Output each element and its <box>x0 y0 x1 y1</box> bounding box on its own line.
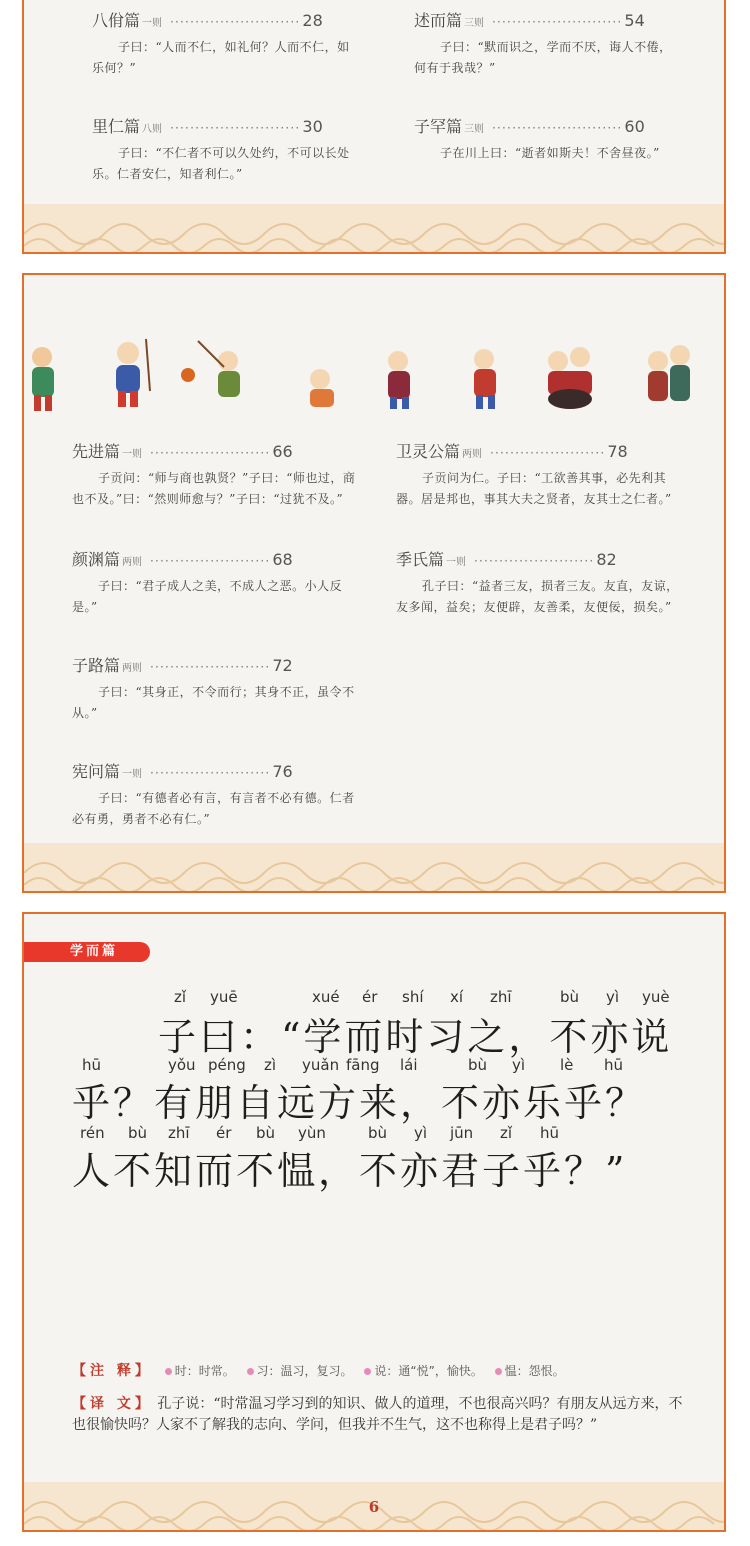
entry-page: 60 <box>624 117 645 136</box>
entry-count: 一则 <box>446 557 467 568</box>
leader-dots: ·························· <box>170 121 301 135</box>
annotation-item: 说：通“悦”，愉快。 <box>374 1364 483 1378</box>
pinyin-syllable: ér <box>216 1124 232 1142</box>
entry-quote: 子曰：“人而不仁，如礼何？人而不仁，如乐何？” <box>92 40 350 75</box>
pinyin-syllable: yǒu <box>168 1056 196 1074</box>
children-illustration <box>28 331 724 421</box>
pinyin-syllable: zì <box>264 1056 277 1074</box>
entry-quote: 子曰：“其身正，不令而行；其身不正，虽令不从。” <box>72 685 355 720</box>
bullet-icon <box>364 1368 371 1375</box>
pinyin-syllable: hū <box>604 1056 624 1074</box>
pinyin-syllable: zǐ <box>500 1124 513 1142</box>
pinyin-syllable: yuē <box>210 988 238 1006</box>
entry-quote: 孔子曰：“益者三友，损者三友。友直，友谅，友多闻，益矣；友便辟，友善柔，友便佞，损矣。” <box>396 579 679 614</box>
translation-block <box>72 1394 692 1436</box>
chapter-tag: 学而篇 <box>24 942 150 962</box>
toc-entry[interactable] <box>72 653 362 724</box>
leader-dots: ·························· <box>170 15 301 29</box>
leader-dots: ························ <box>474 554 595 568</box>
bullet-icon <box>247 1368 254 1375</box>
annotation-label: 【注 释】 <box>72 1363 153 1379</box>
pinyin-syllable: yuǎn <box>302 1056 340 1074</box>
pinyin-syllable: ér <box>362 988 378 1006</box>
entry-count: 两则 <box>462 449 483 460</box>
translation-label: 【译 文】 <box>72 1396 153 1412</box>
entry-title: 先进篇 <box>72 442 121 461</box>
pinyin-syllable: shí <box>402 988 424 1006</box>
entry-title: 述而篇 <box>414 11 463 30</box>
entry-quote: 子曰：“默而识之，学而不厌，诲人不倦，何有于我哉？” <box>414 40 672 75</box>
toc-entry[interactable] <box>92 114 362 185</box>
entry-page: 54 <box>624 11 645 30</box>
annotation-item: 时：时常。 <box>174 1364 235 1378</box>
toc-entry[interactable] <box>414 114 684 164</box>
decorative-cloud-border <box>24 204 724 252</box>
entry-title: 子罕篇 <box>414 117 463 136</box>
entry-page: 78 <box>607 442 628 461</box>
pinyin-syllable: zhī <box>168 1124 190 1142</box>
pinyin-syllable: yùn <box>298 1124 326 1142</box>
pinyin-syllable: zǐ <box>174 988 187 1006</box>
toc-entry[interactable] <box>72 759 362 830</box>
leader-dots: ························ <box>150 766 271 780</box>
pinyin-syllable: xué <box>312 988 340 1006</box>
entry-title: 季氏篇 <box>396 550 445 569</box>
entry-title: 八佾篇 <box>92 11 141 30</box>
hanzi-line-3: 人不知而不愠，不亦君子乎？” <box>72 1149 628 1193</box>
entry-page: 68 <box>272 550 293 569</box>
annotation-item: 习：温习，复习。 <box>256 1364 353 1378</box>
toc-entry[interactable] <box>414 8 684 79</box>
entry-count: 八则 <box>142 124 163 135</box>
entry-count: 三则 <box>464 124 485 135</box>
toc-entry[interactable] <box>396 439 686 510</box>
pinyin-syllable: bù <box>468 1056 488 1074</box>
entry-title: 里仁篇 <box>92 117 141 136</box>
pinyin-syllable: rén <box>80 1124 105 1142</box>
leader-dots: ························ <box>150 446 271 460</box>
pinyin-syllable: bù <box>560 988 580 1006</box>
toc-entry[interactable] <box>396 547 686 618</box>
pinyin-syllable: yì <box>606 988 620 1006</box>
toc-page-middle <box>22 273 726 893</box>
annotation-item: 愠：怨恨。 <box>504 1364 565 1378</box>
child-figure-icon <box>32 347 54 411</box>
entry-quote: 子贡问：“师与商也孰贤？”子曰：“师也过，商也不及。”曰：“然则师愈与？”子曰：“过犹不及。” <box>72 471 356 506</box>
pinyin-line-1 <box>24 988 724 1008</box>
bullet-icon <box>165 1368 172 1375</box>
entry-count: 两则 <box>122 557 143 568</box>
entry-count: 一则 <box>122 449 143 460</box>
pinyin-syllable: zhī <box>490 988 512 1006</box>
pinyin-syllable: bù <box>256 1124 276 1142</box>
page-number: 6 <box>368 1498 380 1516</box>
entry-count: 三则 <box>464 18 485 29</box>
entry-page: 28 <box>302 11 323 30</box>
lesson-page <box>22 912 726 1532</box>
hanzi-line-2: 乎？有朋自远方来，不亦乐乎？ <box>72 1081 647 1125</box>
pinyin-syllable: yì <box>512 1056 526 1074</box>
entry-quote: 子曰：“不仁者不可以久处约，不可以长处乐。仁者安仁，知者利仁。” <box>92 146 350 181</box>
entry-page: 66 <box>272 442 293 461</box>
pinyin-syllable: bù <box>128 1124 148 1142</box>
bullet-icon <box>495 1368 502 1375</box>
translation-text: 孔子说：“时常温习学习到的知识、做人的道理，不也很高兴吗？有朋友从远方来，不也很愉快吗？人家不了解我的志向、学问，但我并不生气，这不也称得上是君子吗？” <box>72 1396 683 1433</box>
decorative-cloud-border <box>24 843 724 891</box>
pinyin-syllable: bù <box>368 1124 388 1142</box>
pinyin-syllable: lái <box>400 1056 418 1074</box>
pinyin-syllable: yuè <box>642 988 670 1006</box>
entry-count: 两则 <box>122 663 143 674</box>
hanzi-line-1: 子曰：“学而时习之，不亦说 <box>158 1015 673 1059</box>
leader-dots: ························ <box>150 660 271 674</box>
leader-dots: ·························· <box>492 15 623 29</box>
entry-page: 82 <box>596 550 617 569</box>
toc-page-top <box>22 0 726 254</box>
entry-page: 76 <box>272 762 293 781</box>
pinyin-syllable: xí <box>450 988 464 1006</box>
pinyin-syllable: jūn <box>450 1124 474 1142</box>
entry-title: 宪问篇 <box>72 762 121 781</box>
toc-entry[interactable] <box>92 8 362 79</box>
entry-title: 子路篇 <box>72 656 121 675</box>
entry-quote: 子在川上曰：“逝者如斯夫！不舍昼夜。” <box>440 146 660 160</box>
entry-count: 一则 <box>122 769 143 780</box>
toc-entry[interactable] <box>72 547 362 618</box>
pinyin-syllable: lè <box>560 1056 574 1074</box>
annotation-row <box>72 1360 565 1380</box>
entry-title: 卫灵公篇 <box>396 442 461 461</box>
entry-count: 一则 <box>142 18 163 29</box>
pinyin-syllable: hū <box>82 1056 102 1074</box>
leader-dots: ······················· <box>490 446 606 460</box>
entry-title: 颜渊篇 <box>72 550 121 569</box>
entry-quote: 子贡问为仁。子曰：“工欲善其事，必先利其器。居是邦也，事其大夫之贤者，友其士之仁者。” <box>396 471 672 506</box>
entry-page: 72 <box>272 656 293 675</box>
pinyin-syllable: yì <box>414 1124 428 1142</box>
leader-dots: ·························· <box>492 121 623 135</box>
leader-dots: ························ <box>150 554 271 568</box>
pinyin-syllable: hū <box>540 1124 560 1142</box>
pinyin-syllable: péng <box>208 1056 246 1074</box>
entry-quote: 子曰：“君子成人之美，不成人之恶。小人反是。” <box>72 579 343 614</box>
entry-quote: 子曰：“有德者必有言，有言者不必有德。仁者必有勇，勇者不必有仁。” <box>72 791 355 826</box>
pinyin-syllable: fāng <box>346 1056 380 1074</box>
toc-entry[interactable] <box>72 439 362 510</box>
entry-page: 30 <box>302 117 323 136</box>
